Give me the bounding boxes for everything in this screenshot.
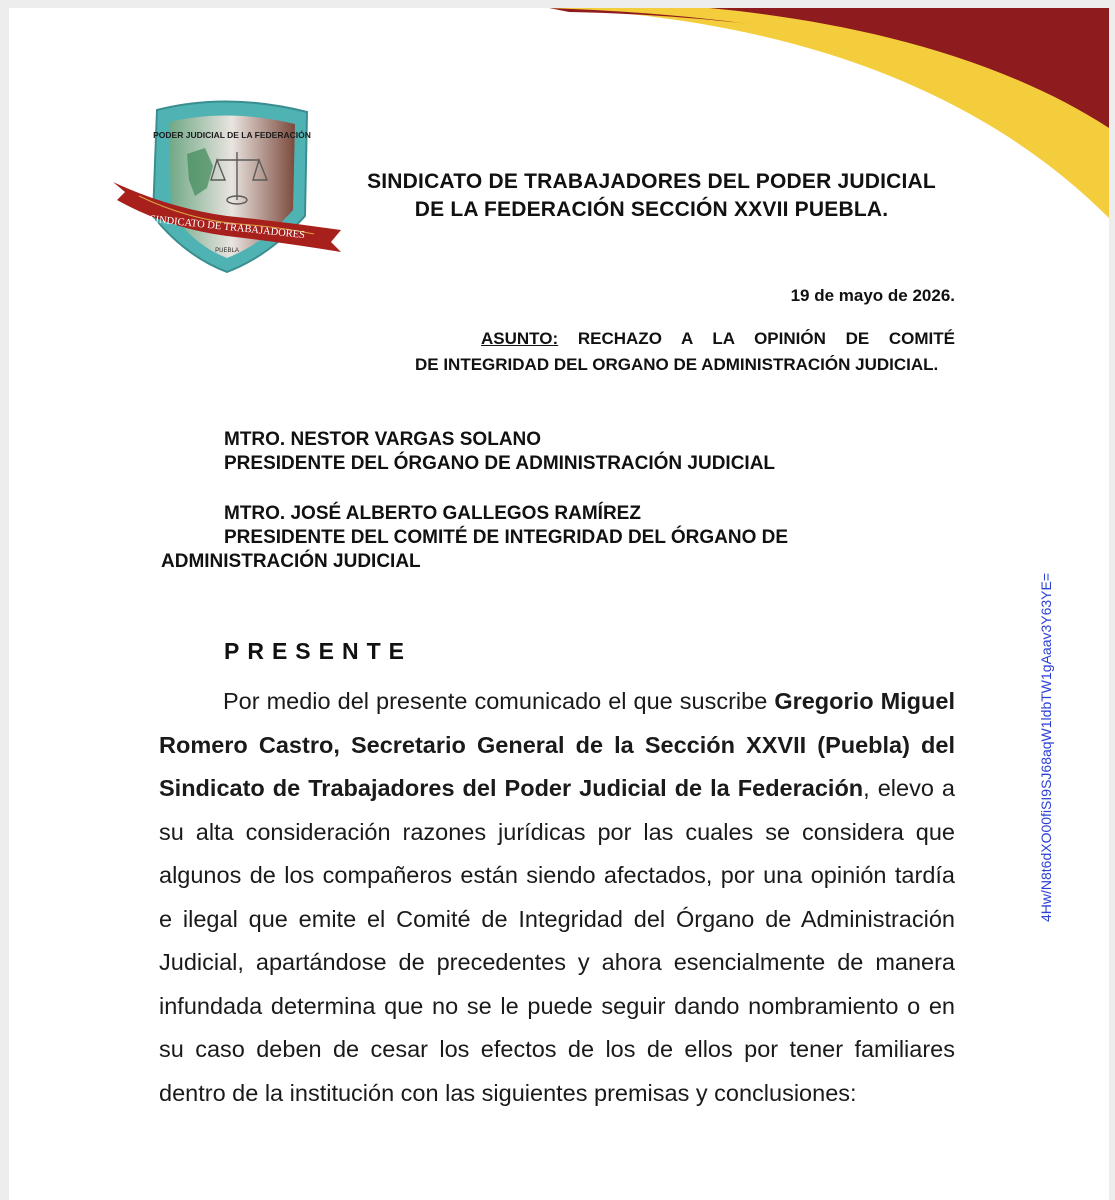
organization-title xyxy=(339,168,964,224)
subject-block xyxy=(415,326,955,378)
subject-text-line1: RECHAZO A LA OPINIÓN DE COMITÉ xyxy=(558,329,955,348)
addressee-2-title-line1: PRESIDENTE DEL COMITÉ DE INTEGRIDAD DEL ÓRGANO DE xyxy=(224,527,789,548)
addressee-2 xyxy=(161,502,788,574)
union-shield-logo xyxy=(109,96,345,282)
subject-colon: : xyxy=(552,329,559,348)
salutation-presente: PRESENTE xyxy=(224,638,412,664)
subject-label: ASUNTO xyxy=(481,329,553,348)
body-rest: , elevo a su alta consideración razones jurídicas por las cuales se considera que algunos de los compañeros están siendo afectados, por una opinión tardía e ilegal que emite el Comité de Integridad del Órgano de Administración Judicial, apartándose de precedentes y ahora esencialmente de manera infundada determina que no se le puede seguir dando nombramiento o en su caso deben de cesar los efectos de los de ellos por tener familiares dentro de la institución con las siguientes premisas y conclusiones: xyxy=(159,775,955,1106)
document-page xyxy=(9,8,1109,1200)
verification-code: 4Hw/N8t6dXO00fiSI9SJ68aqW1ldbTW1gAaav3Y63YE= xyxy=(1038,572,1054,922)
subject-text-rest: DE INTEGRIDAD DEL ORGANO DE ADMINISTRACIÓN JUDICIAL. xyxy=(415,355,939,374)
body-paragraph xyxy=(159,680,955,1115)
addressee-2-name: MTRO. JOSÉ ALBERTO GALLEGOS RAMÍREZ xyxy=(224,503,641,524)
organization-title-line2: DE LA FEDERACIÓN SECCIÓN XXVII PUEBLA. xyxy=(414,198,889,221)
addressee-2-title-line2: ADMINISTRACIÓN JUDICIAL xyxy=(161,551,421,572)
svg-text:SINDICATO DE TRABAJADORES: SINDICATO DE TRABAJADORES xyxy=(149,213,306,242)
body-signatory: Gregorio Miguel Romero Castro, Secretario General de la Sección XXVII (Puebla) del Sindicato de Trabajadores del Poder Judicial de la Federación xyxy=(159,688,955,801)
addressee-1-title: PRESIDENTE DEL ÓRGANO DE ADMINISTRACIÓN JUDICIAL xyxy=(224,453,776,474)
svg-text:PUEBLA: PUEBLA xyxy=(215,248,239,254)
addressee-1 xyxy=(224,428,775,476)
organization-title-line1: SINDICATO DE TRABAJADORES DEL PODER JUDICIAL xyxy=(367,170,936,193)
subject-first-line xyxy=(415,326,955,352)
document-date: 19 de mayo de 2026. xyxy=(790,286,955,305)
addressee-1-name: MTRO. NESTOR VARGAS SOLANO xyxy=(224,429,542,450)
body-intro: Por medio del presente comunicado el que suscribe xyxy=(223,688,775,714)
svg-text:PODER JUDICIAL DE LA FEDERACIÓ: PODER JUDICIAL DE LA FEDERACIÓN xyxy=(153,130,311,140)
